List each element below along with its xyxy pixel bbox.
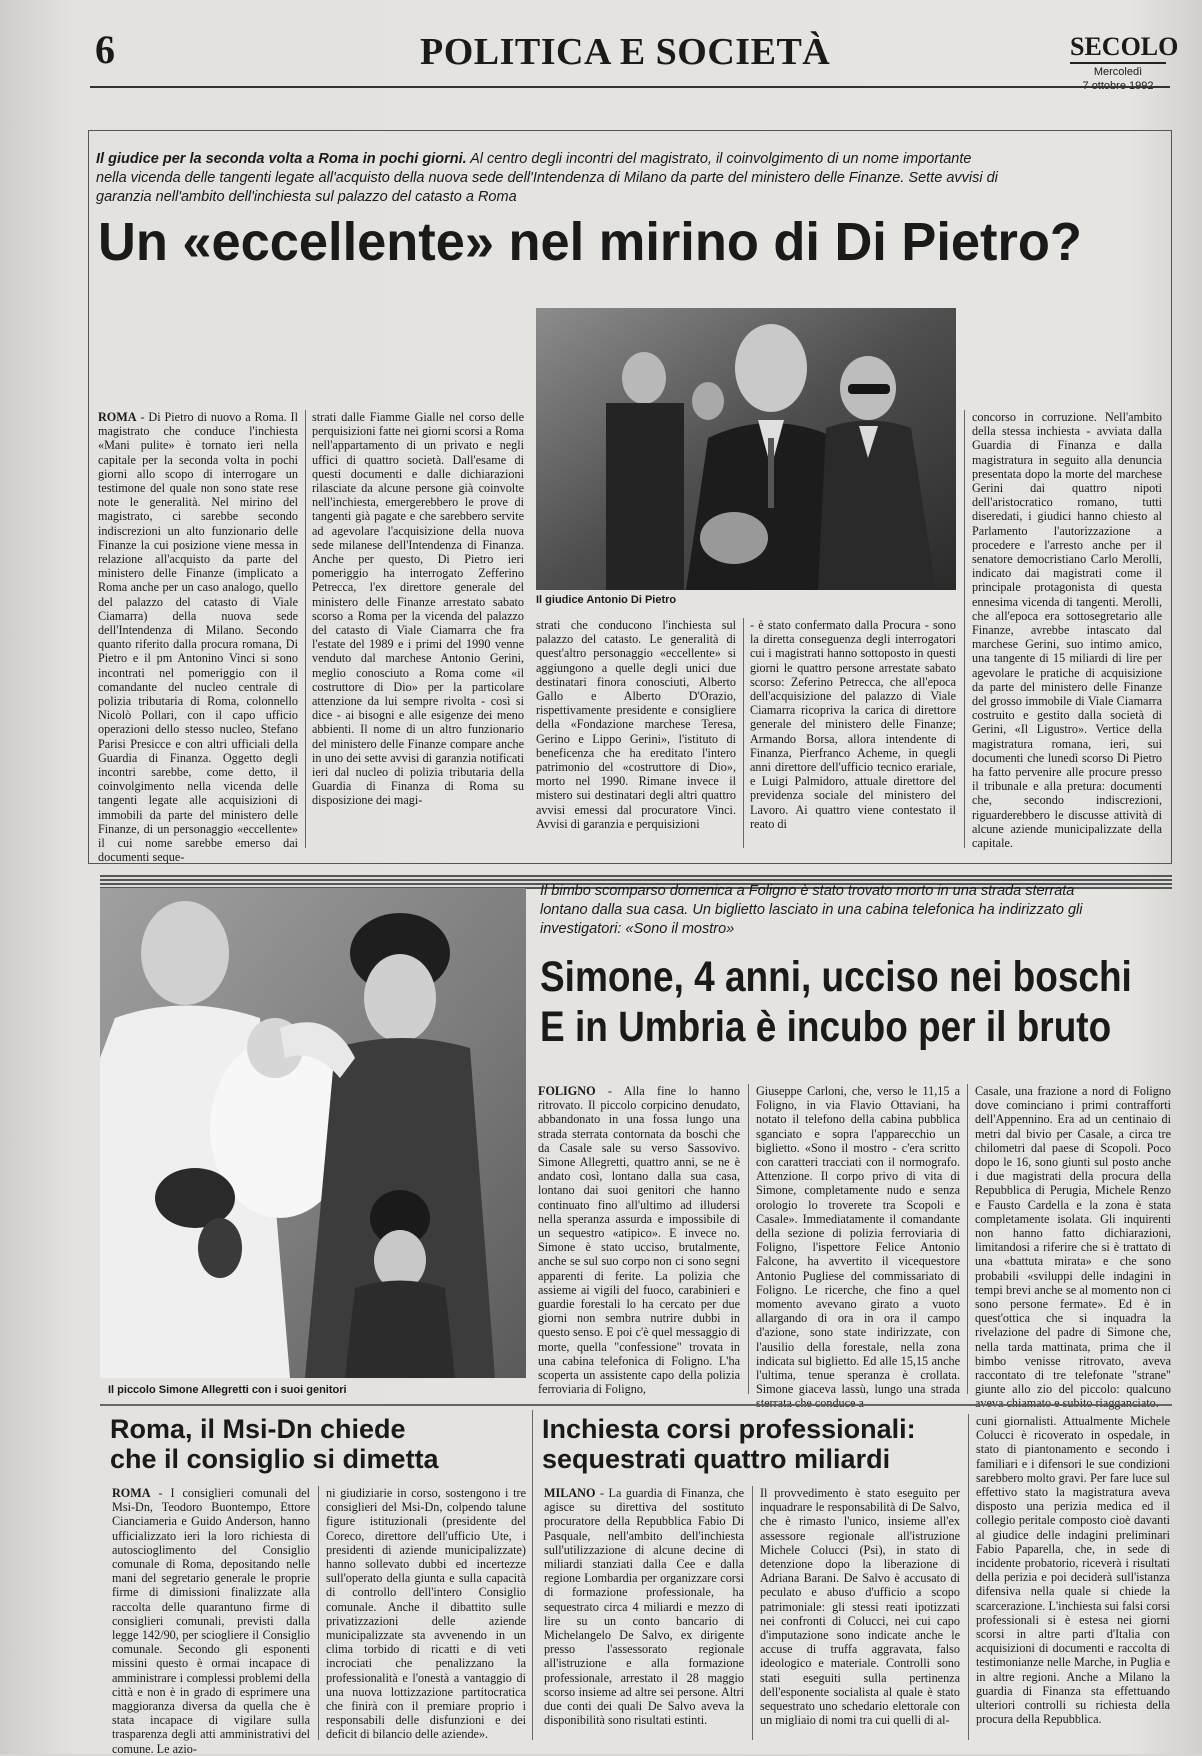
- article-4-headline: [542, 1414, 962, 1474]
- article-2-column-1-text: - Alla fine lo hanno ritrovato. Il piccolo corpicino denudato, abbandonato in una fossa lungo una strada sterrata contornata da boschi che da Casale sale su verso Sassovivo. Simone Allegretti, quattro anni, se ne è andato così, lontano dalla sua casa, lontano dai suoi genitori che hanno continuato fino all'ultimo ad illudersi nella speranza assurda e impossibile di un sequestro «atipico». E invece no. Simone è stato ucciso, brutalmente, anche se sul suo corpo non ci sono segni apparenti di ferite. La polizia che assieme ai vigili del fuoco, carabinieri e guardie forestali lo ha cercato per due giorni non sembra nutrire dubbi in questo senso. E poi c'è quel messaggio di morte, quella "confessione" trovata in una cabina telefonica di Foligno. L'ha scoperta un assistente capo della polizia ferroviaria di Foligno,: [538, 1084, 740, 1397]
- bottom-section-rule: [100, 1404, 1172, 1406]
- di-pietro-photo-image: [536, 308, 956, 590]
- article-4-headline-line-1: Inchiesta corsi professionali:: [542, 1414, 916, 1444]
- article-3-column-1: [112, 1486, 310, 1756]
- article-4-dateline: MILANO: [544, 1486, 596, 1500]
- article-3-dateline: ROMA: [112, 1486, 151, 1500]
- article-2-kicker: Il bimbo scomparso domenica a Foligno è stato trovato morto in una strada sterrata lontano dalla sua casa. Un biglietto lasciato in una cabina telefonica ha indirizzato gli investigatori: «Sono il mostro»: [540, 883, 1083, 937]
- article-3-headline-line-2: che il consiglio si dimetta: [110, 1444, 439, 1474]
- simone-photo-caption: Il piccolo Simone Allegretti con i suoi genitori: [108, 1384, 347, 1396]
- column-divider: [743, 618, 744, 848]
- article-4-column-2: Il provvedimento è stato eseguito per inquadrare le responsabilità di De Salvo, che è rimasto l'unico, insieme all'ex assessore regionale all'istruzione Michele Colucci (Psi), in stato di detenzione dopo la liberazione di Adriana Barani. De Salvo è accusato di peculato e abuso d'ufficio a scopo patrimoniale: gli stessi reati ipotizzati nei confronti di Colucci, nei cui capo d'imputazione sono indicate anche le accuse di truffa aggravata, falso ideologico e materiale. Controlli sono stati eseguiti sulla pertinenza dell'esponente socialista al quale è stato sequestrato uno schedario elettorale con un migliaio di nomi tra cui quelli di al-: [760, 1486, 960, 1728]
- page-number: 6: [95, 27, 115, 72]
- simone-family-photo: [100, 888, 526, 1378]
- masthead-logo: SECOLO: [1070, 32, 1166, 64]
- di-pietro-photo-caption: Il giudice Antonio Di Pietro: [536, 594, 677, 606]
- column-divider: [752, 1486, 753, 1740]
- article-1-column-2: strati dalle Fiamme Gialle nel corso delle perquisizioni fatte nei giorni scorsi a Roma nell'appartamento di un privato e negli uffici di quattro società. Dall'esame di questi documenti e dalle dichiarazioni rilasciate da alcune persone già coinvolte nell'inchiesta, emergerebbero le prove di tangenti già pagate e che sarebbero servite ad agevolare l'acquisizione della nuova sede milanese dell'Intendenza di Finanza. Anche per questo, Di Pietro ieri pomeriggio ha interrogato Zefferino Petrecca, l'ex direttore generale del ministero delle Finanze arrestato sabato scorso a Roma per la vicenda del palazzo del catasto di Viale Ciamarra che fra l'estate del 1989 e i primi del 1990 venne venduto dal marchese Antonio Gerini, meglio conosciuto a Roma come «il costruttore di Dio» per la particolare attenzione da lui sempre rivolta - così si dice - ai bisogni e alle esigenze dei meno abbienti. Il nome di un altro funzionario del ministero delle Finanze compare anche in uno dei sette avvisi di garanzia notificati ieri dal nucleo di polizia tributaria della Guardia di Finanza di Roma su disposizione dei magi-: [312, 410, 524, 808]
- article-1-dateline: ROMA: [98, 410, 137, 424]
- article-2-column-3: Casale, una frazione a nord di Foligno dove cominciano i primi contrafforti dell'Appennino. Era ad un centinaio di metri dal bivio per Casale, a circa tre chilometri dal paese di Scopoli. Poco dopo le 16, sono giunti sul posto anche i due magistrati della procura della Repubblica di Perugia, Michele Renzo e Fausto Cardella e la zona è stata completamente isolata. Gli inquirenti non hanno fatto dichiarazioni, limitandosi a riferire che si è trattato di una «battuta mirata» e che sono probabili «sviluppi delle indagini in tempi brevi anche se al momento non ci sono persone fermate». Ed è in quest'ottica che si inquadra la rivelazione del padre di Simone che, nella tarda mattinata, prima che il bimbo venisse ritrovato, aveva raccontato di tre telefonate "strane" giunte allo zio del piccolo: qualcuno: [975, 1084, 1171, 1397]
- article-2-headline: [540, 952, 1132, 1052]
- article-2-column-2: Giuseppe Carloni, che, verso le 11,15 a Foligno, in via Flavio Ottaviani, ha notato il telefono della cabina pubblica sganciato e sopra l'apparecchio un biglietto. «Sono il mostro - c'era scritto con caratteri tracciati con il normografo. Attenzione. Il corpo privo di vita di Simone, completamente nudo e senza orologio lo troverete tra Scopoli e Casale». Immediatamente il comandante della sezione di polizia ferroviaria di Foligno, l'ispettore Felice Antonio Falcone, ha avvertito il vicequestore Antonio Pugliese del commissariato di Foligno. Le ricerche, che fino a quel momento avevano girato a vuoto allargando di ora in ora il campo d'azione, sono state indirizzate, con l'ausilio della forestale, nella zona indicata sul biglietto. Ed alle 15,15 anche l'ultima, tenue speranza è crollata. Simone giaceva lassù, lungo una strada: [756, 1084, 960, 1397]
- date-line-2: 7 ottobre 1992: [1082, 80, 1154, 92]
- article-3-column-2: ni giudiziarie in corso, sostengono i tre consiglieri del Msi-Dn, colpendo talune figure istituzionali (presidente del Coreco, direttore dell'ufficio Ute, i presidenti di aziende municipalizzate) hanno sollevato dubbi ed incertezze sull'operato della giunta e sulla capacità di controllo dell'intero Consiglio comunale. Anche il dibattito sulle privatizzazioni delle aziende municipalizzate sta avvenendo in un clima torbido di ricatti e di veti incrociati che penalizzano la professionalità e l'onestà a vantaggio di una nuova lottizzazione partitocratica che finirà con il premiare proprio i responsabili delle disfunzioni e dei deficit di bilancio delle aziende».: [326, 1486, 526, 1742]
- article-1-column-1-text: - Di Pietro di nuovo a Roma. Il magistrato che conduce l'inchiesta «Mani pulite» è tornato ieri nella capitale per la seconda volta in pochi giorni allo scopo di interrogare un testimone del quale non sono state rese note le generalità. Nel mirino del magistrato, ci sarebbe secondo indiscrezioni un alto funzionario delle Finanze la cui posizione viene messa in relazione all'acquisto da parte del ministero delle Finanze (implicato a Roma anche per un caso analogo, quello del palazzo del catasto di Viale Ciamarra) della nuova sede dell'Intendenza di Milano. Secondo quanto riferito dalla procura romana, Di Pietro e il pm Antonino Vinci si sono incontrati nel pomeriggio con il comandante del nucleo centrale di polizia tributaria di Roma, colonnello Nicolò Pollari, con il capo ufficio operazioni dello stesso nucleo, Stefano Parisi Presicce e con altri ufficiali della Guardia di Finanza. Oggetto degli incontri sarebbe, come detto, il coinvolgimento nella vicenda delle tangenti legate alle acquisizioni di immobili da parte del ministero delle Finanze, di un personaggio «eccellente» il cui nome sarebbe emerso dai documenti seque-: [98, 410, 298, 865]
- article-2-dateline: FOLIGNO: [538, 1084, 596, 1098]
- article-3-column-1-text: - I consiglieri comunali del Msi-Dn, Teodoro Buontempo, Ettore Cianciameria e Guido Anderson, hanno ufficializzato ieri la loro richiesta di autoscioglimento del Consiglio comunale di Roma, depositando nelle mani del segretario generale le proprie firme di dimissioni finalizzate alla raccolta delle quarantuno firme di consiglieri comunali, previsti dalla legge 142/90, per sciogliere il Consiglio comunale. Secondo gli esponenti missini questo è ormai incapace di amministrare i complessi problemi della città e non è in grado di esprimere una maggioranza diversa da quella che è stata incapace di vigilare sulla trasparenza degli atti amministrativi del comune. Le azio-: [112, 1486, 310, 1756]
- article-2-column-1: [538, 1084, 740, 1397]
- column-divider: [305, 410, 306, 848]
- article-2-headline-line-2: E in Umbria è incubo per il bruto: [540, 1003, 1112, 1051]
- article-1-column-3: strati che conducono l'inchiesta sul palazzo del catasto. Le generalità di quest'altro personaggio «eccellente» si aggiungono a quelle degli unici due destinatari finora conosciuti, Alberto Gallo e Alberto D'Orazio, rispettivamente presidente e consigliere della «Fondazione marchese Teresa, Gerino e Lippo Gerini», l'istituto di beneficenza che ha ereditato l'intero patrimonio del «costruttore di Dio», morto nel 1990. Rimane invece il mistero sui destinatari degli altri quattro avvisi emessi dal procuratore Vinci. Avvisi di garanzia e perquisizioni: [536, 618, 736, 831]
- article-4-column-1: [544, 1486, 744, 1740]
- article-1-column-4: - è stato confermato dalla Procura - sono la diretta conseguenza degli interrogatori cui i magistrati hanno sottoposto in questi giorni le quattro persone arrestate sabato scorso: Zeferino Petrecca, che all'epoca dell'acquisizione del palazzo di Viale Ciamarra ricopriva la carica di direttore generale del ministero delle Finanze; Armando Borsa, allora intendente di Finanza, Pierfranco Acheme, in quegli anni direttore dell'ufficio tecnico erariale, e Luigi Palmidoro, attuale direttore del previdenza sociale del ministero del Lavoro. Ai quattro viene contestato il reato di: [750, 618, 956, 831]
- article-divider: [532, 1410, 533, 1740]
- article-1-kicker-lead: Il giudice per la seconda volta a Roma in pochi giorni.: [96, 151, 467, 167]
- article-1-kicker-text: Al centro degli incontri del magistrato, il coinvolgimento di un nome importante nella vicenda delle tangenti legate all'acquisto della nuova sede dell'Intendenza di Milano da parte del ministero delle Finanze. Sette avvisi di garanzia nell'ambito dell'inchiesta sul palazzo del catasto a Roma: [96, 151, 998, 205]
- article-1-column-5: concorso in corruzione. Nell'ambito della stessa inchiesta - avviata dalla Guardia di Finanza e dalla magistratura in seguito alla denuncia presentata dopo la morte del marchese Gerini dai quattro nipoti dell'aristocratico romano, tutti diseredati, i giudici hanno chiesto al Parlamento l'autorizzazione a procedere e l'arresto anche per il senatore democristiano Carlo Merolli, indicato dai magistrati come il principale protagonista di questa ennesima vicenda di tangenti. Merolli, che all'epoca era sottosegretario alle Finanze, avrebbe intascato dal marchese Gerini, suo intimo amico, una tangente di 15 miliardi di lire per agevolare le pratiche di acquisizione da parte del ministero delle Finanze del grosso immobile di Viale Ciamarra costruito e gestito dalla società di Gerini, «Il Ligustro». Vertice della magistratura romana, ieri, sui documenti che lunedì scorso Di Pietro ha fatto pervenire alle procure presso il tribunale e alla pretura: documenti che, secondo indiscrezioni, riguarderebbero le discusse attività di alcune aziende municipalizzate della capitale.: [972, 410, 1162, 851]
- article-4-column-3: cuni giornalisti. Attualmente Michele Colucci è ricoverato in ospedale, in stato di piantonamento e secondo i familiari e i difensori le sue condizioni sarebbero molto gravi. Per fare luce sul effettivo stato la magistratura aveva disposto una perizia medica ed il collegio peritale composto cioè davanti al giudice delle indagini preliminari Fabio Paparella, che, in sede di incidente probatorio, riceverà i risultati della perizia e poi deciderà sull'istanza difensiva nella quale si chiede la scarcerazione. L'inchiesta sui falsi corsi professionali si è estesa nei giorni scorsi in altre parti d'Italia con acquisizioni di documenti e raccolta di testimonianze nelle Marche, in Puglia e in altre regioni. Anche a Milano la guardia di Finanza sta effettuando ulteriori controlli su richiesta della procura della Repubblica.: [976, 1414, 1170, 1727]
- di-pietro-photo: [536, 308, 956, 590]
- article-4-headline-line-2: sequestrati quattro miliardi: [542, 1444, 891, 1474]
- column-divider: [748, 1084, 749, 1394]
- column-divider: [967, 1084, 968, 1394]
- column-divider: [968, 1414, 969, 1740]
- masthead: [1070, 32, 1179, 92]
- article-1-column-1: [98, 410, 298, 865]
- article-1-kicker: [96, 150, 1006, 207]
- simone-family-photo-image: [100, 888, 526, 1378]
- article-3-headline: [110, 1414, 530, 1474]
- column-divider: [318, 1486, 319, 1740]
- section-title: POLITICA E SOCIETÀ: [420, 31, 831, 73]
- article-1-headline: Un «eccellente» nel mirino di Di Pietro?: [98, 212, 1082, 272]
- header-rule: [90, 86, 1170, 88]
- column-divider: [964, 410, 965, 848]
- date-line-1: Mercoledì: [1093, 66, 1143, 78]
- article-4-column-1-text: - La guardia di Finanza, che agisce su direttiva del sostituto procuratore della Repubblica Fabio Di Pasquale, nell'ambito dell'inchiesta sull'utilizzazione di alcune decine di miliardi stanziati dalla Cee e dalla regione Lombardia per organizzare corsi di formazione professionale, ha sequestrato circa 4 miliardi e mezzo di lire su un conto bancario di Michelangelo De Salvo, ex dirigente presso l'assessorato regionale all'istruzione e alla formazione professionale, arrestato il 28 maggio scorso insieme ad altre sei persone. Altri due conti dei quali De Salvo aveva la disponibilità sono risultati estinti.: [544, 1486, 744, 1728]
- article-3-headline-line-1: Roma, il Msi-Dn chiede: [110, 1414, 406, 1444]
- article-2-headline-line-1: Simone, 4 anni, ucciso nei boschi: [540, 953, 1132, 1001]
